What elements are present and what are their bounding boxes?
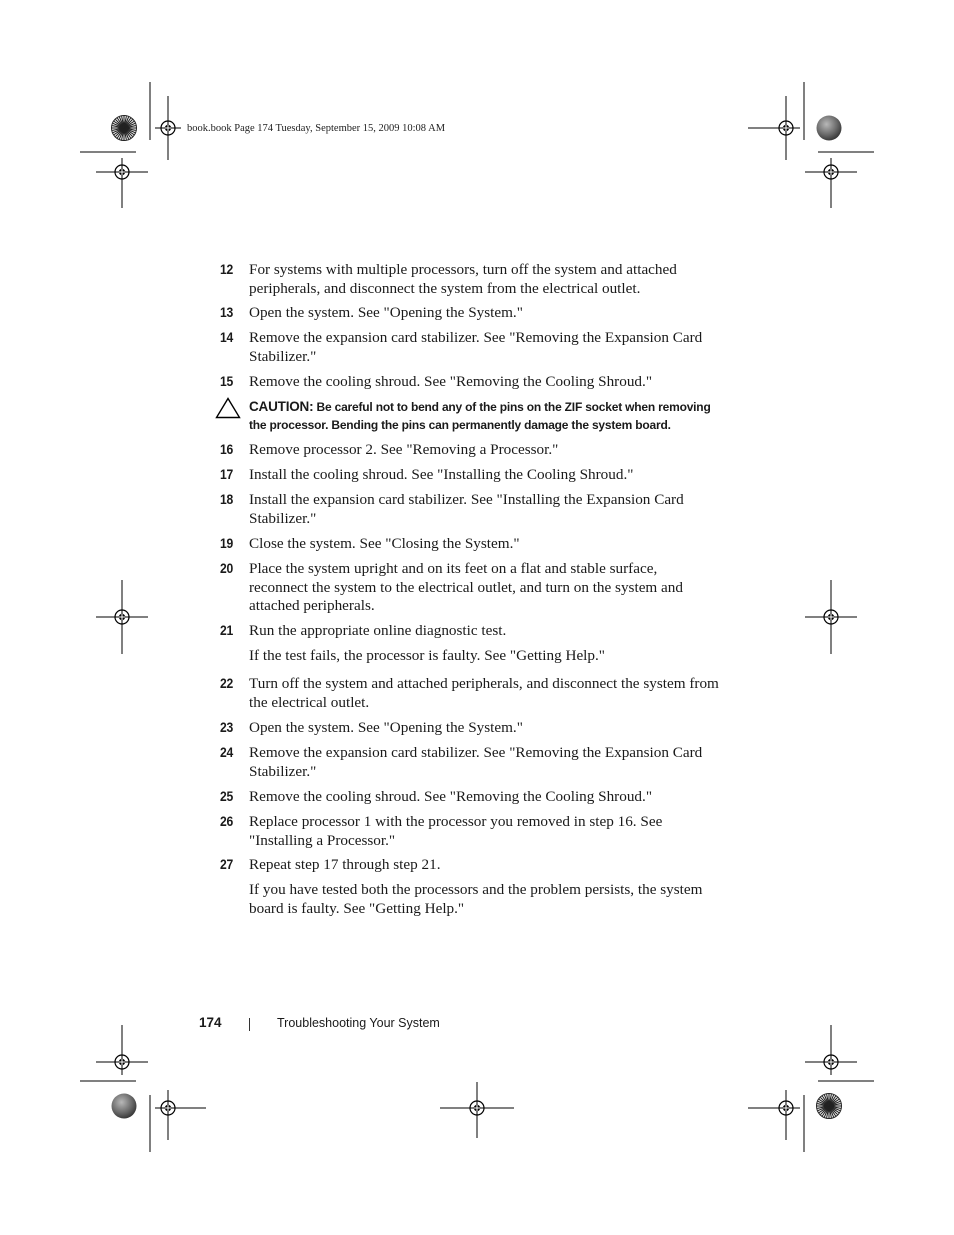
step-text: Install the cooling shroud. See "Installing the Cooling Shroud." [249, 466, 634, 483]
step-number: 22 [220, 676, 233, 691]
step-number: 20 [220, 561, 233, 576]
step-number: 14 [220, 330, 233, 345]
step-number: 19 [220, 536, 233, 551]
step-text: Close the system. See "Closing the System." [249, 535, 520, 552]
step-text: Repeat step 17 through step 21. [249, 856, 441, 873]
step-number: 24 [220, 745, 233, 760]
step-text: Place the system upright and on its feet on a flat and stable surface, reconnect the system to the electrical outlet, and turn on the system and attached peripherals. [249, 560, 683, 615]
step-text: Remove processor 2. See "Removing a Processor." [249, 441, 559, 458]
registration-mark-icon [440, 1082, 514, 1138]
step-text: Remove the expansion card stabilizer. See "Removing the Expansion Card Stabilizer." [249, 329, 703, 365]
step-number: 18 [220, 492, 233, 507]
registration-mark-icon [155, 1090, 206, 1140]
step-text: Turn off the system and attached peripherals, and disconnect the system from the electrical outlet. [249, 675, 719, 711]
registration-mark-icon [96, 158, 148, 208]
step-number: 15 [220, 374, 233, 389]
registration-mark-icon [748, 1090, 800, 1140]
registration-mark-icon [748, 96, 800, 160]
step-number: 16 [220, 442, 233, 457]
caution-message: Be careful not to bend any of the pins on the ZIF socket when removing the processor. Bending the pins can permanently damage the system board. [249, 400, 711, 432]
registration-mark-icon [805, 158, 857, 208]
step-note: If the test fails, the processor is faulty. See "Getting Help." [249, 647, 605, 664]
step-number: 26 [220, 814, 233, 829]
section-title: Troubleshooting Your System [277, 1016, 440, 1030]
caution-label: CAUTION: [249, 399, 314, 414]
step-number: 25 [220, 789, 233, 804]
color-target-icon [817, 116, 842, 141]
registration-mark-icon [805, 1025, 857, 1075]
color-target-icon [112, 1094, 137, 1119]
color-target-icon [112, 116, 137, 141]
step-text: For systems with multiple processors, turn off the system and attached peripherals, and disconnect the system from the electrical outlet. [249, 261, 677, 297]
step-number: 12 [220, 262, 233, 277]
step-text: Replace processor 1 with the processor you removed in step 16. See "Installing a Processor." [249, 813, 663, 849]
step-number: 13 [220, 305, 233, 320]
step-text: Open the system. See "Opening the System." [249, 304, 523, 321]
step-text: Install the expansion card stabilizer. See "Installing the Expansion Card Stabilizer." [249, 491, 684, 527]
step-text: Remove the cooling shroud. See "Removing the Cooling Shroud." [249, 373, 653, 390]
caution-text [249, 398, 729, 434]
step-text: Open the system. See "Opening the System." [249, 719, 523, 736]
step-text: Run the appropriate online diagnostic test. [249, 622, 507, 639]
step-note: If you have tested both the processors and the problem persists, the system board is faulty. See "Getting Help." [249, 881, 703, 917]
registration-mark-icon [96, 1025, 148, 1075]
caution-triangle-icon [215, 397, 241, 419]
step-number: 21 [220, 623, 233, 638]
registration-mark-icon [805, 580, 857, 654]
step-text: Remove the expansion card stabilizer. See "Removing the Expansion Card Stabilizer." [249, 744, 703, 780]
step-number: 23 [220, 720, 233, 735]
page-number: 174 [199, 1015, 222, 1030]
step-number: 17 [220, 467, 233, 482]
footer-divider [249, 1018, 250, 1031]
step-number: 27 [220, 857, 233, 872]
registration-mark-icon [96, 580, 148, 654]
registration-mark-icon [155, 96, 181, 160]
color-target-icon [817, 1094, 842, 1119]
print-slug: book.book Page 174 Tuesday, September 15, 2009 10:08 AM [187, 123, 446, 134]
step-text: Remove the cooling shroud. See "Removing the Cooling Shroud." [249, 788, 653, 805]
